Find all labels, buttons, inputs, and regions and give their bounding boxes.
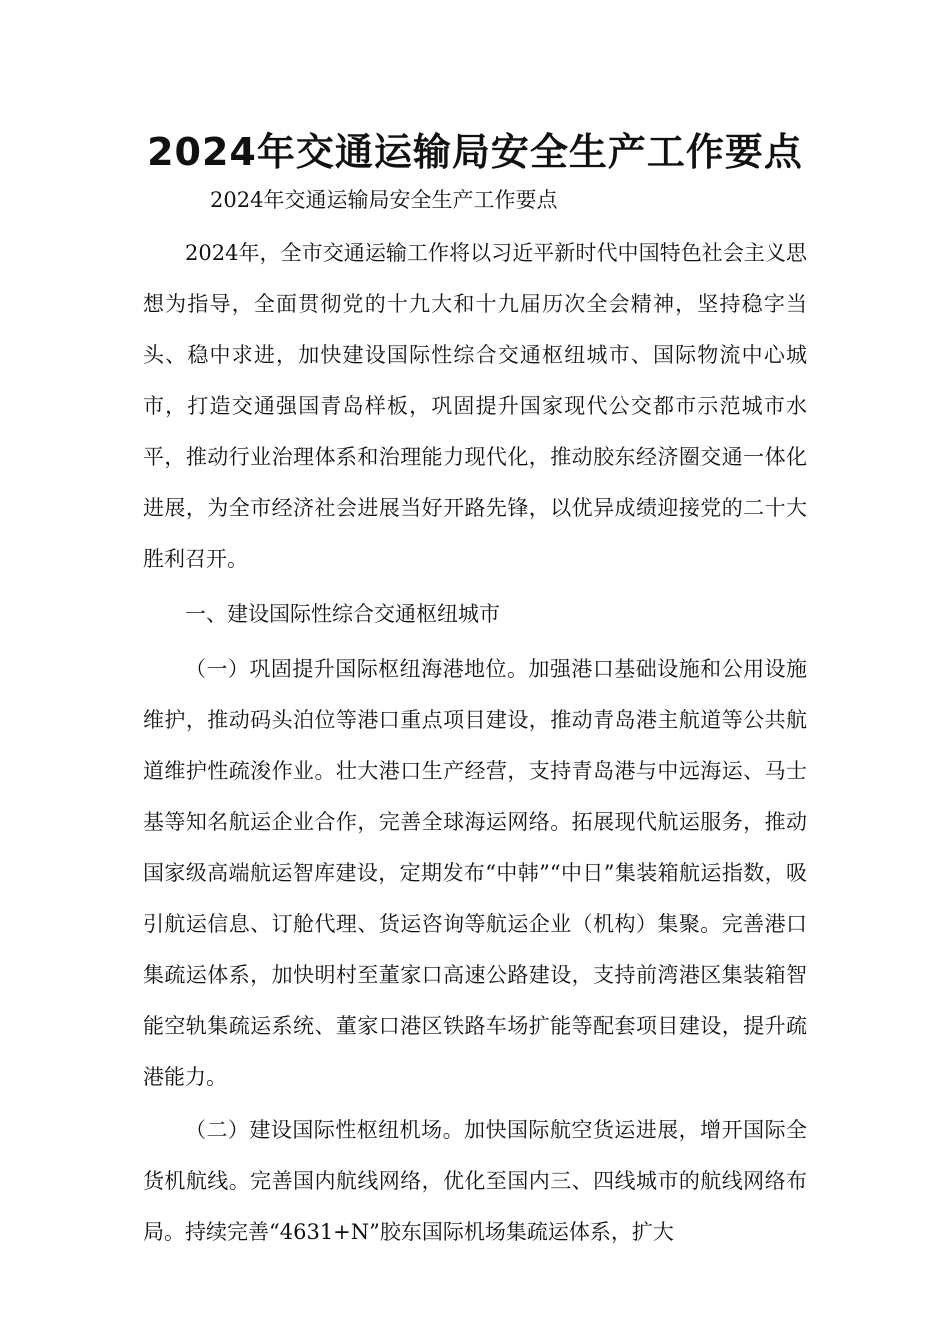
subsection-paragraph-2: （二）建设国际性枢纽机场。加快国际航空货运进展，增开国际全货机航线。完善国内航线网络，优化至国内三、四线城市的航线网络布局。持续完善“4631+N”胶东国际机场集疏运体系，扩大 — [143, 1118, 807, 1244]
document-subtitle: 2024年交通运输局安全生产工作要点 — [210, 188, 558, 212]
subsection-paragraph-1: （一）巩固提升国际枢纽海港地位。加强港口基础设施和公用设施维护，推动码头泊位等港口重点项目建设，推动青岛港主航道等公共航道维护性疏浚作业。壮大港口生产经营，支持青岛港与中远海运、马士基等知名航运企业合作，完善全球海运网络。拓展现代航运服务，推动国家级高端航运智库建设，定期发布“中韩”“中日”集装箱航运指数，吸引航运信息、订舱代理、货运咨询等航运企业（机构）集聚。完善港口集疏运体系，加快明村至董家口高速公路建设，支持前湾港区集装箱智能空轨集疏运系统、董家口港区铁路车场扩能等配套项目建设，提升疏港能力。 — [143, 657, 807, 1089]
document-title: 2024年交通运输局安全生产工作要点 — [147, 130, 803, 174]
section-heading: 一、建设国际性综合交通枢纽城市 — [185, 602, 500, 626]
document-body — [143, 228, 807, 1258]
intro-paragraph: 2024年，全市交通运输工作将以习近平新时代中国特色社会主义思想为指导，全面贯彻党的十九大和十九届历次全会精神，坚持稳字当头、稳中求进，加快建设国际性综合交通枢纽城市、国际物流中心城市，打造交通强国青岛样板，巩固提升国家现代公交都市示范城市水平，推动行业治理体系和治理能力现代化，推动胶东经济圈交通一体化进展，为全市经济社会进展当好开路先锋，以优异成绩迎接党的二十大胜利召开。 — [143, 241, 807, 571]
